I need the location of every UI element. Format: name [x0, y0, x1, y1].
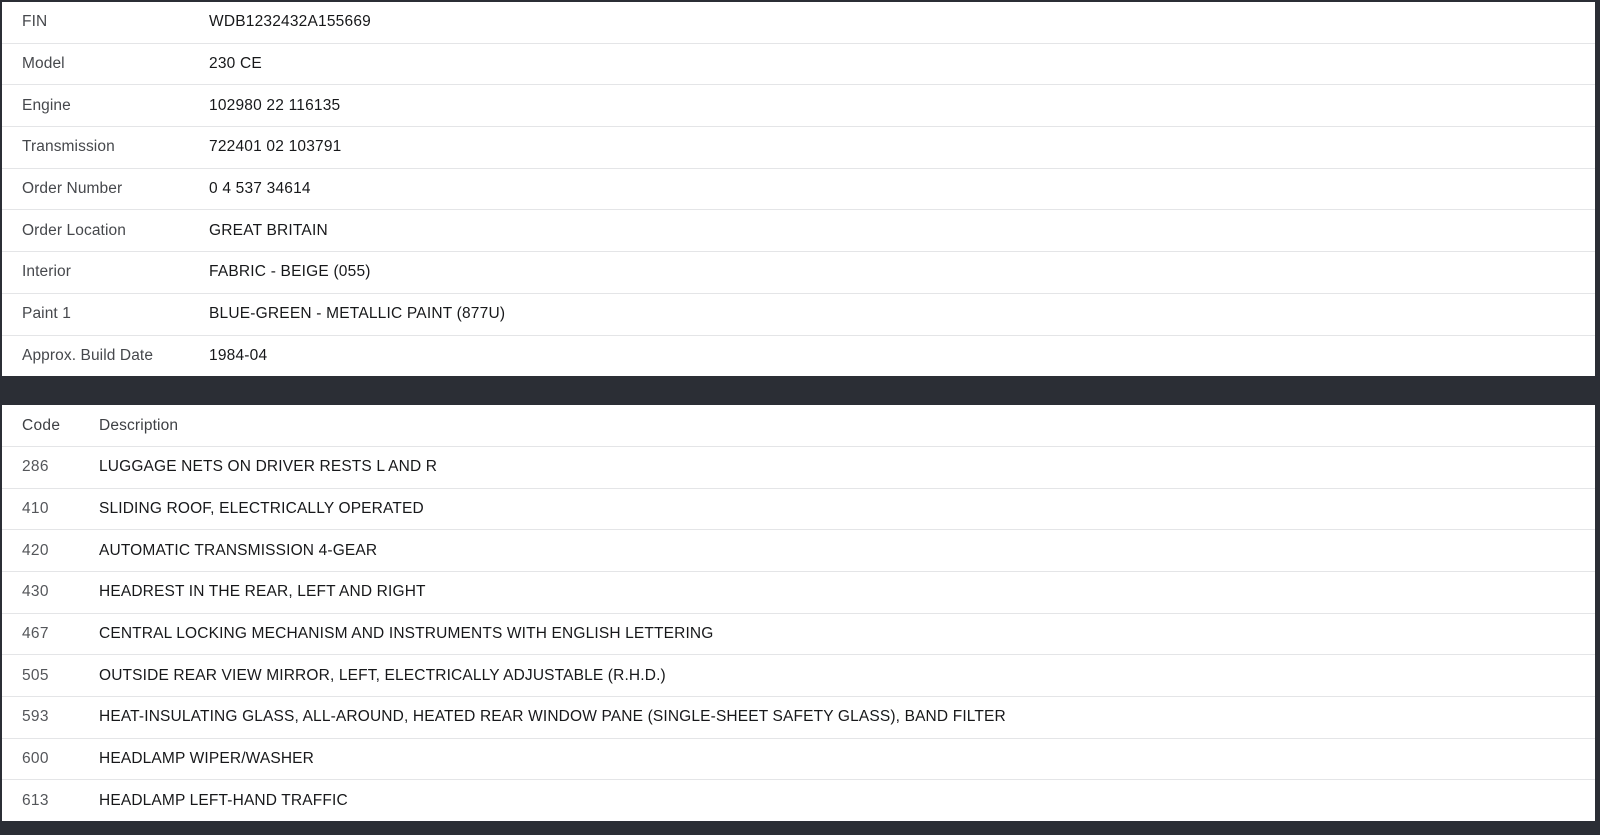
option-description: OUTSIDE REAR VIEW MIRROR, LEFT, ELECTRICALLY ADJUSTABLE (R.H.D.) [99, 666, 666, 684]
table-row [2, 739, 1595, 781]
table-row [2, 780, 1595, 821]
option-code: 420 [22, 541, 49, 559]
section-divider [2, 376, 1595, 405]
table-row [2, 127, 1595, 169]
table-row [2, 169, 1595, 211]
table-row [2, 447, 1595, 489]
row-value: 722401 02 103791 [209, 138, 342, 156]
option-code: 613 [22, 791, 49, 809]
row-label: Approx. Build Date [22, 346, 154, 364]
options-table [2, 405, 1595, 821]
table-row [2, 489, 1595, 531]
option-code: 593 [22, 708, 49, 726]
row-label: FIN [22, 13, 48, 31]
row-value: WDB1232432A155669 [209, 13, 371, 31]
row-label: Engine [22, 96, 71, 114]
row-label: Order Location [22, 221, 126, 239]
table-row [2, 252, 1595, 294]
option-description: HEADLAMP LEFT-HAND TRAFFIC [99, 791, 348, 809]
option-description: HEADREST IN THE REAR, LEFT AND RIGHT [99, 583, 426, 601]
option-code: 286 [22, 458, 49, 476]
option-description: AUTOMATIC TRANSMISSION 4-GEAR [99, 541, 378, 559]
table-row [2, 294, 1595, 336]
option-description: HEAT-INSULATING GLASS, ALL-AROUND, HEATED REAR WINDOW PANE (SINGLE-SHEET SAFETY GLASS), BAND FILTER [99, 708, 1006, 726]
row-value: BLUE-GREEN - METALLIC PAINT (877U) [209, 305, 506, 323]
table-row [2, 697, 1595, 739]
table-row [2, 2, 1595, 44]
vehicle-info-table [2, 2, 1595, 376]
option-description: SLIDING ROOF, ELECTRICALLY OPERATED [99, 499, 424, 517]
options-header-row [2, 405, 1595, 447]
table-row [2, 44, 1595, 86]
row-label: Transmission [22, 138, 115, 156]
row-value: GREAT BRITAIN [209, 221, 328, 239]
row-value: 230 CE [209, 55, 262, 73]
option-code: 467 [22, 624, 49, 642]
table-row [2, 210, 1595, 252]
option-description: LUGGAGE NETS ON DRIVER RESTS L AND R [99, 458, 438, 476]
row-value: 1984-04 [209, 346, 268, 364]
row-value: 0 4 537 34614 [209, 180, 311, 198]
option-code: 410 [22, 499, 49, 517]
option-code: 600 [22, 750, 49, 768]
row-label: Order Number [22, 180, 123, 198]
description-column-header: Description [99, 416, 179, 434]
table-row [2, 655, 1595, 697]
row-value: FABRIC - BEIGE (055) [209, 263, 371, 281]
table-row [2, 336, 1595, 377]
code-column-header: Code [22, 416, 61, 434]
option-code: 505 [22, 666, 49, 684]
option-description: CENTRAL LOCKING MECHANISM AND INSTRUMENTS WITH ENGLISH LETTERING [99, 624, 714, 642]
row-label: Model [22, 55, 65, 73]
table-row [2, 614, 1595, 656]
table-row [2, 530, 1595, 572]
table-row [2, 572, 1595, 614]
table-row [2, 85, 1595, 127]
row-label: Interior [22, 263, 72, 281]
option-code: 430 [22, 583, 49, 601]
row-label: Paint 1 [22, 305, 71, 323]
option-description: HEADLAMP WIPER/WASHER [99, 750, 315, 768]
row-value: 102980 22 116135 [209, 96, 341, 114]
